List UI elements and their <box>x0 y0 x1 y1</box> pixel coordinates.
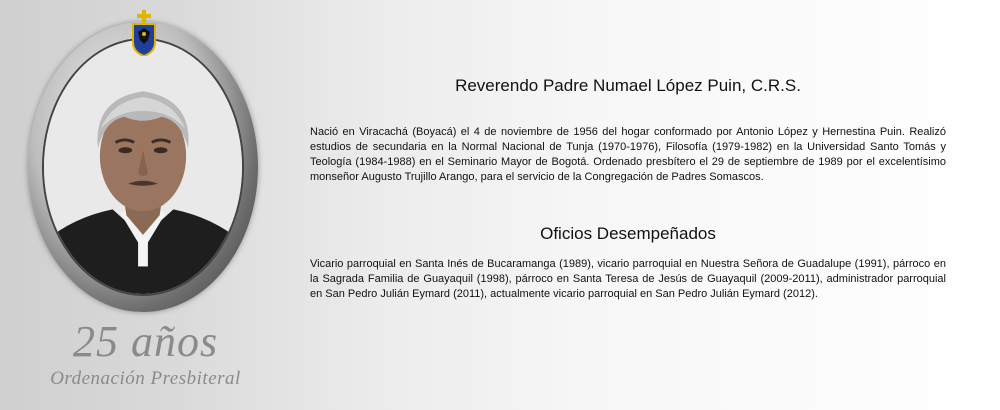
anniversary-subtitle: Ordenación Presbiteral <box>50 368 241 389</box>
anniversary-years: 25 años <box>72 317 219 366</box>
portrait-frame <box>28 22 258 312</box>
page-title: Reverendo Padre Numael López Puin, C.R.S. <box>455 76 801 95</box>
coat-of-arms-icon <box>131 10 157 56</box>
offices-heading: Oficios Desempeñados <box>540 224 716 243</box>
anniversary-caption <box>28 318 263 390</box>
priest-portrait-image <box>44 40 242 294</box>
biography-paragraph: Nació en Viracachá (Boyacá) el 4 de noviembre de 1956 del hogar conformado por Antonio López y Hernestina Puin. Realizó estudios de secundaria en la Normal Nacional de Tunja (1970-1976), Filosofía (1979-1982) en la Universidad Santo Tomás y Teología (1984-1988) en el Seminario Mayor de Bogotá. Ordenado presbítero el 29 de septiembre de 1989 por el excelentísimo monseñor Augusto Trujillo Arango, para el servicio de la Congregación de Padres Somascos. <box>310 126 946 183</box>
offices-paragraph: Vicario parroquial en Santa Inés de Bucaramanga (1989), vicario parroquial en Nuestra Señora de Guadalupe (1991), párroco en la Sagrada Familia de Guayaquil (1998), párroco en Santa Teresa de Jesús de Guayaquil (2009-2011), administrador parroquial en San Pedro Julián Eymard (2011), actualmente vicario parroquial en San Pedro Julián Eymard (2012). <box>310 258 946 300</box>
portrait-oval <box>42 38 244 296</box>
